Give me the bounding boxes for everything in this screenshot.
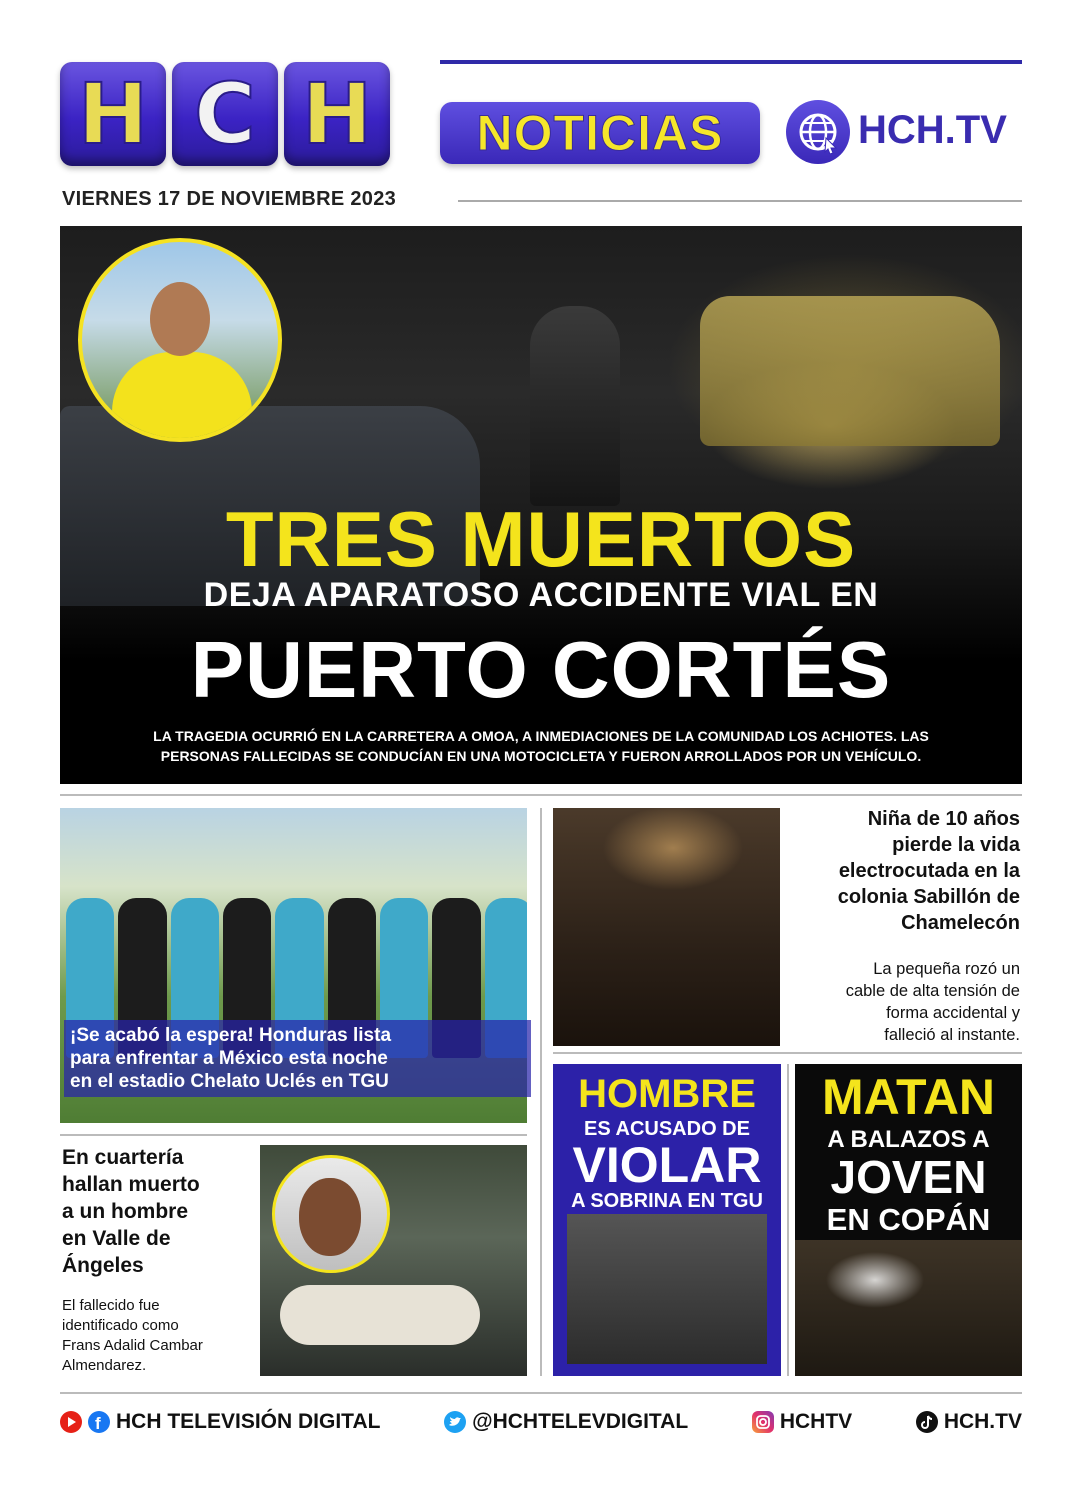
hombre-line-1: HOMBRE <box>578 1072 756 1116</box>
girl-story-headline[interactable]: Niña de 10 años pierde la vida electrocutada en la colonia Sabillón de Chamelecón <box>837 808 1020 934</box>
girl-story-photo[interactable] <box>553 808 780 1046</box>
twitter-icon <box>444 1411 466 1433</box>
section-badge: NOTICIAS <box>440 102 760 164</box>
main-headline: TRES MUERTOS <box>225 495 857 583</box>
victim-mugshot <box>272 1155 390 1273</box>
tiktok-link[interactable]: HCH.TV <box>916 1410 1022 1434</box>
tiktok-icon <box>916 1411 938 1433</box>
globe-icon[interactable] <box>786 100 850 164</box>
hombre-story-photo <box>567 1214 767 1364</box>
logo-letter-c: C <box>172 62 278 166</box>
hombre-story-box[interactable] <box>553 1064 781 1376</box>
twitter-link[interactable]: @HCHTELEVDIGITAL <box>444 1410 688 1434</box>
main-story[interactable] <box>60 226 1022 784</box>
valle-story-body: El fallecido fue identificado como Frans Adalid Cambar Almendarez. <box>62 1297 203 1374</box>
right-divider <box>553 1052 1022 1054</box>
main-dek: LA TRAGEDIA OCURRIÓ EN LA CARRETERA A OMOA, A INMEDIACIONES DE LA COMUNIDAD LOS ACHIOTES. LAS PERSONAS FALLECIDAS SE CONDUCÍAN EN UNA MOTOCICLETA Y FUERON ARROLLADOS POR UN VEHÍCULO. <box>153 728 929 764</box>
header-rule <box>440 60 1022 64</box>
youtube-icon <box>60 1411 82 1433</box>
hombre-line-3: VIOLAR <box>572 1137 762 1193</box>
left-divider <box>60 1134 527 1136</box>
officer-image <box>530 306 620 506</box>
football-caption[interactable]: ¡Se acabó la espera! Honduras lista para enfrentar a México esta noche en el estadio Chelato Uclés en TGU <box>64 1020 531 1097</box>
hch-logo[interactable] <box>60 62 390 166</box>
facebook-youtube-link[interactable]: f HCH TELEVISIÓN DIGITAL <box>60 1410 380 1434</box>
girl-story-body: La pequeña rozó un cable de alta tensión de forma accidental y falleció al instante. <box>845 960 1020 1044</box>
police-truck-image <box>700 296 1000 446</box>
main-subheadline: DEJA APARATOSO ACCIDENTE VIAL EN <box>203 576 879 614</box>
matan-line-2: A BALAZOS A <box>827 1126 990 1153</box>
matan-line-3: JOVEN <box>830 1151 987 1203</box>
section-divider <box>60 794 1022 796</box>
date-rule <box>458 200 1022 202</box>
instagram-icon <box>752 1411 774 1433</box>
matan-line-4: EN COPÁN <box>826 1202 991 1237</box>
matan-story-box[interactable] <box>795 1064 1022 1376</box>
instagram-link[interactable]: HCHTV <box>752 1410 852 1434</box>
facebook-icon <box>88 1411 110 1433</box>
logo-letter-h1: H <box>60 62 166 166</box>
site-link[interactable]: HCH.TV <box>858 108 1007 152</box>
logo-letter-h2: H <box>284 62 390 166</box>
column-divider <box>540 808 542 1376</box>
main-location: PUERTO CORTÉS <box>190 625 892 714</box>
hombre-line-2: ES ACUSADO DE <box>584 1118 750 1140</box>
svg-text:f: f <box>95 1414 101 1433</box>
box-divider <box>787 1064 789 1376</box>
matan-story-photo <box>795 1240 1022 1376</box>
issue-date: VIERNES 17 DE NOVIEMBRE 2023 <box>62 188 397 210</box>
victim-photo <box>78 238 282 442</box>
valle-story-headline[interactable]: En cuartería hallan muerto a un hombre en Valle de Ángeles <box>62 1146 200 1277</box>
matan-line-1: MATAN <box>821 1069 996 1125</box>
social-footer <box>60 1404 1022 1440</box>
hombre-line-4: A SOBRINA EN TGU <box>571 1190 763 1212</box>
footer-rule <box>60 1392 1022 1394</box>
